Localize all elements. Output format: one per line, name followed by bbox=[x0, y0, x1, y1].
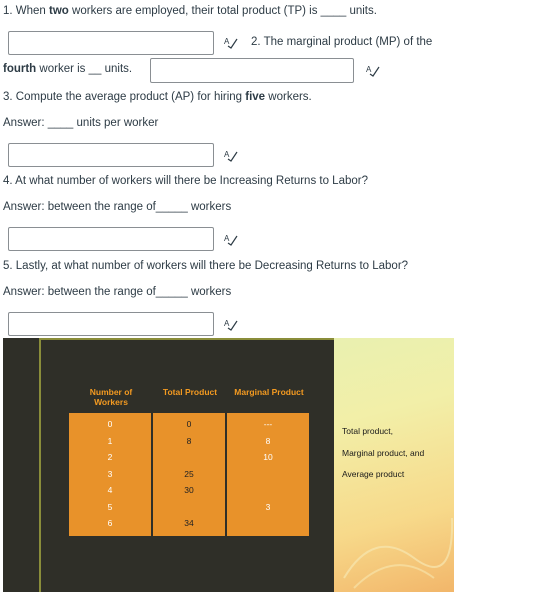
q1-suffix: units. bbox=[346, 5, 377, 17]
header-marginal-product: Marginal Product bbox=[234, 387, 304, 397]
total-product-cell: 0 bbox=[186, 419, 192, 429]
q1-blank: ____ bbox=[320, 5, 347, 17]
question-5-answer bbox=[3, 286, 231, 298]
total-product-cell: 8 bbox=[186, 435, 192, 446]
spellcheck-icon[interactable] bbox=[224, 35, 238, 49]
side-text-1: Total product, bbox=[342, 426, 394, 436]
q2-blank: __ bbox=[88, 63, 102, 75]
marginal-product-cell: 10 bbox=[263, 452, 273, 462]
marginal-product-cell: --- bbox=[263, 419, 273, 429]
question-3-text bbox=[3, 91, 312, 103]
marginal-product-cell: 3 bbox=[265, 501, 271, 512]
workers-cell: 1 bbox=[107, 435, 113, 446]
marginal-product-cell: 8 bbox=[265, 435, 271, 446]
side-text-2: Marginal product, and bbox=[342, 448, 425, 458]
answer-input-2[interactable] bbox=[150, 58, 354, 83]
q4-answer-blank: _____ bbox=[155, 201, 188, 213]
svg-text:A: A bbox=[366, 65, 372, 74]
total-product-cell: 34 bbox=[184, 518, 194, 528]
q3-answer-blank: ____ bbox=[47, 117, 74, 129]
q5-answer-suffix: workers bbox=[187, 286, 232, 298]
question-1-text bbox=[3, 5, 377, 17]
question-5-text: 5. Lastly, at what number of workers will there be Decreasing Returns to Labor? bbox=[3, 260, 409, 272]
answer-input-1[interactable] bbox=[8, 31, 214, 55]
header-total-product: Total Product bbox=[162, 387, 218, 397]
spellcheck-icon[interactable] bbox=[224, 232, 238, 246]
q1-mid: workers are employed, their total product (TP) is bbox=[68, 5, 321, 17]
question-2-start: 2. The marginal product (MP) of the bbox=[251, 36, 433, 48]
spellcheck-icon[interactable] bbox=[366, 63, 380, 77]
answer-input-3[interactable] bbox=[8, 143, 214, 167]
q2-mid: worker is bbox=[36, 63, 89, 75]
q1-bold: two bbox=[49, 5, 69, 17]
workers-cell: 0 bbox=[107, 419, 113, 429]
product-table-image bbox=[3, 338, 454, 592]
svg-text:A: A bbox=[224, 319, 230, 328]
slide-top-line bbox=[39, 338, 334, 340]
spellcheck-icon[interactable] bbox=[224, 317, 238, 331]
q3-prefix: 3. Compute the average product (AP) for hiring bbox=[3, 91, 246, 103]
q3-answer-prefix: Answer: bbox=[3, 117, 48, 129]
workers-cell: 3 bbox=[107, 468, 113, 479]
workers-cell: 6 bbox=[107, 518, 113, 528]
q4-answer-prefix: Answer: between the range of bbox=[3, 201, 156, 213]
decorative-swirl bbox=[334, 488, 454, 592]
q5-answer-blank: _____ bbox=[155, 286, 188, 298]
answer-input-5[interactable] bbox=[8, 312, 214, 336]
workers-cell: 4 bbox=[107, 485, 113, 495]
q1-prefix: 1. When bbox=[3, 5, 50, 17]
q2-bold: fourth bbox=[3, 63, 37, 75]
workers-cell: 5 bbox=[107, 501, 113, 512]
question-3-answer bbox=[3, 117, 158, 129]
q5-answer-prefix: Answer: between the range of bbox=[3, 286, 156, 298]
q2-suffix: units. bbox=[101, 63, 133, 75]
question-4-text: 4. At what number of workers will there be Increasing Returns to Labor? bbox=[3, 175, 368, 187]
q3-suffix: workers. bbox=[265, 91, 312, 103]
svg-text:A: A bbox=[224, 37, 230, 46]
question-4-answer bbox=[3, 201, 231, 213]
svg-text:A: A bbox=[224, 234, 230, 243]
q3-answer-suffix: units per worker bbox=[73, 117, 159, 129]
answer-input-4[interactable] bbox=[8, 227, 214, 251]
svg-text:A: A bbox=[224, 150, 230, 159]
workers-cell: 2 bbox=[107, 452, 113, 462]
spellcheck-icon[interactable] bbox=[224, 148, 238, 162]
total-product-cell: 30 bbox=[184, 485, 194, 495]
slide-accent-line bbox=[39, 338, 41, 592]
question-2-rest bbox=[3, 63, 132, 75]
side-text-3: Average product bbox=[342, 469, 405, 479]
q3-bold: five bbox=[245, 91, 266, 103]
q4-answer-suffix: workers bbox=[187, 201, 232, 213]
mp-column bbox=[227, 413, 309, 536]
total-product-cell: 25 bbox=[184, 468, 194, 479]
header-workers: Number of Workers bbox=[89, 387, 133, 407]
